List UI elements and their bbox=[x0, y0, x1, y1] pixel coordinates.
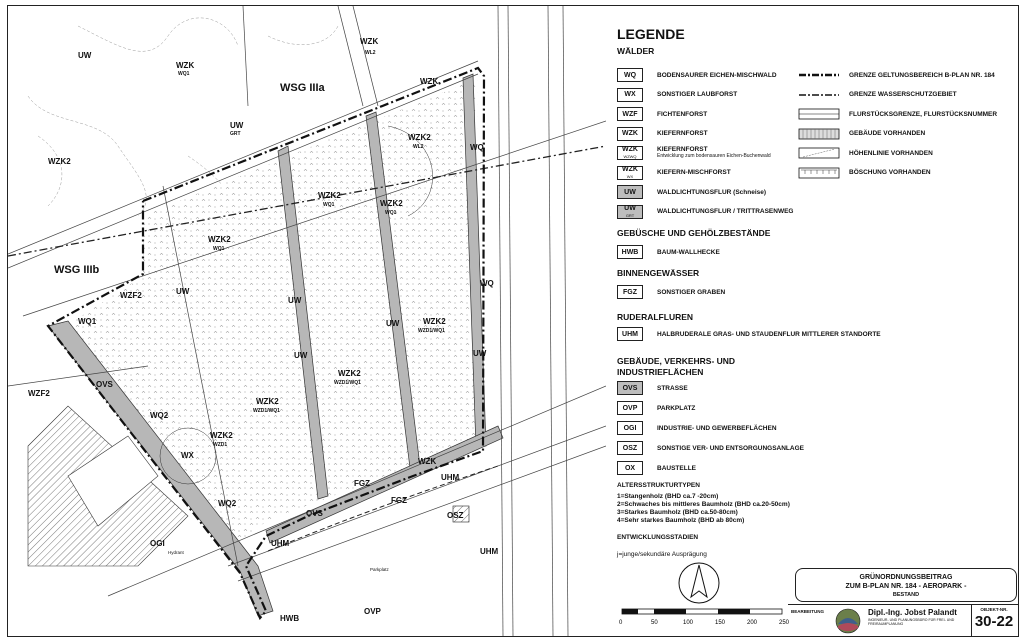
legend-label-text: KIEFERNFORST bbox=[657, 130, 708, 137]
legend-code-box bbox=[617, 146, 643, 160]
scale-tick-label: 50 bbox=[651, 620, 658, 626]
legend-code: UW bbox=[624, 204, 636, 212]
bearbeitung-label: BEARBEITUNG bbox=[791, 609, 825, 614]
legend-row-wzk bbox=[617, 145, 771, 161]
legend-code-box bbox=[617, 441, 643, 455]
legend-row-wzk bbox=[617, 126, 708, 142]
label-wq1: WQ1 bbox=[78, 317, 97, 326]
label-wzk2-center-sub: WQ1 bbox=[323, 202, 335, 208]
age-line: 1=Stangenholz (BHD ca.7 -20cm) bbox=[617, 493, 719, 500]
legend-row-uw bbox=[617, 184, 766, 200]
label-wzk-wl2-sub: WL2 bbox=[365, 50, 376, 56]
legend-code: UHM bbox=[622, 330, 638, 338]
legend-code-sub: WZWQ bbox=[623, 154, 637, 159]
legend-label-text: SONSTIGER LAUBFORST bbox=[657, 91, 738, 98]
legend-code: WZK bbox=[622, 130, 638, 137]
building-icon bbox=[797, 128, 841, 140]
legend-code-box bbox=[617, 401, 643, 415]
legend-code: WX bbox=[624, 91, 636, 98]
company-name: Dipl.-Ing. Jobst Palandt bbox=[868, 608, 957, 617]
objekt-box bbox=[971, 605, 1016, 637]
legend-label bbox=[657, 465, 696, 472]
label-osz: OSZ bbox=[447, 511, 464, 520]
legend-label bbox=[657, 405, 695, 412]
legend-code-box bbox=[617, 107, 643, 121]
legend-row-uhm bbox=[617, 326, 881, 342]
company-sub: INGENIEUR- UND PLANUNGSBÜRO FÜR FREI- UND FREIRAUMPLANUNG bbox=[868, 618, 955, 626]
label-uw-center2: UW bbox=[294, 351, 308, 360]
legend-symbol-row bbox=[797, 67, 1017, 83]
legend-label bbox=[657, 289, 725, 296]
section-waelder: WÄLDER bbox=[617, 46, 655, 56]
legend-row-ovs bbox=[617, 380, 688, 396]
label-wzk2-b-sub: WQ1 bbox=[213, 246, 225, 252]
label-uw-center: UW bbox=[386, 319, 400, 328]
label-uw-right: UW bbox=[473, 349, 487, 358]
map-canvas bbox=[8, 6, 606, 636]
legend-label bbox=[657, 72, 777, 79]
objekt-number: 30-22 bbox=[974, 613, 1014, 630]
legend-code: WQ bbox=[623, 71, 637, 79]
legend-label-text: WALDLICHTUNGSFLUR (Schneise) bbox=[657, 188, 767, 196]
label-uhm-b: UHM bbox=[271, 539, 290, 548]
legend-code-box bbox=[617, 185, 643, 199]
legend-symbol-row bbox=[797, 145, 1017, 161]
legend-label-text: PARKPLATZ bbox=[657, 404, 696, 412]
legend-title: LEGENDE bbox=[617, 26, 685, 42]
legend-symbol-row bbox=[797, 106, 1017, 122]
legend-panel bbox=[612, 6, 1018, 636]
legend-row-ogi bbox=[617, 420, 777, 436]
legend-code: UW bbox=[624, 188, 636, 196]
dashdot-bold-icon bbox=[797, 69, 841, 81]
label-wzf2-outer: WZF2 bbox=[28, 389, 50, 398]
legend-label-text: KIEFERNFORST bbox=[657, 146, 708, 153]
label-wzk2-wzd1-sub: WZD1/WQ1 bbox=[418, 328, 445, 334]
legend-row-wx bbox=[617, 87, 737, 103]
parcel-icon bbox=[797, 108, 841, 120]
label-wzk2-a-sub: WQ1 bbox=[385, 210, 397, 216]
dev-line: j=junge/sekundäre Ausprägung bbox=[617, 551, 707, 558]
label-wzk-wl2: WZK bbox=[360, 37, 379, 46]
label-hydrant: Hydrant bbox=[168, 550, 184, 555]
legend-label-text: SONSTIGE VER- UND ENTSORGUNGSANLAGE bbox=[657, 444, 804, 452]
label-wq-right-top: WQ bbox=[470, 143, 484, 152]
legend-symbol-label bbox=[849, 72, 1009, 79]
legend-code-sub: GRT bbox=[625, 212, 635, 218]
legend-code-box bbox=[617, 285, 643, 299]
label-wzk2-wzd1-d: WZK2 bbox=[210, 431, 233, 440]
label-uw-top: UW bbox=[78, 51, 92, 60]
legend-symbol-label bbox=[849, 150, 1009, 157]
label-wq-right: WQ bbox=[480, 279, 494, 288]
legend-code-box bbox=[617, 421, 643, 435]
label-wzk2-wzd1: WZK2 bbox=[423, 317, 446, 326]
legend-symbol-label bbox=[849, 130, 1009, 137]
label-parkplatz: Parkplatz bbox=[370, 567, 389, 572]
label-wzk2-wzd1-b: WZK2 bbox=[338, 369, 361, 378]
label-wx: WX bbox=[181, 451, 194, 460]
legend-label-text: INDUSTRIE- UND GEWERBEFLÄCHEN bbox=[657, 424, 777, 432]
legend-row-uw bbox=[617, 204, 794, 220]
legend-label-text: BAUSTELLE bbox=[657, 464, 696, 472]
label-wq2-left: WQ2 bbox=[150, 411, 169, 420]
label-wzk2-wzd1-c: WZK2 bbox=[256, 397, 279, 406]
legend-symbol-row bbox=[797, 126, 1017, 142]
dev-title: ENTWICKLUNGSSTADIEN bbox=[617, 534, 699, 541]
label-wzk2-center: WZK2 bbox=[318, 191, 341, 200]
legend-code-box bbox=[617, 245, 643, 259]
dashdot-icon bbox=[797, 89, 841, 101]
legend-code: FGZ bbox=[623, 288, 637, 296]
title-line3: BESTAND bbox=[892, 592, 920, 598]
label-uw-grt: UW bbox=[230, 121, 244, 130]
label-fgz-a: FGZ bbox=[354, 479, 370, 488]
label-wzk-bottom: WZK bbox=[418, 457, 437, 466]
legend-symbol-text: GRENZE WASSERSCHUTZGEBIET bbox=[849, 91, 957, 98]
legend-label bbox=[657, 331, 881, 338]
legend-label-text: WALDLICHTUNGSFLUR / TRITTRASENWEG bbox=[657, 208, 794, 215]
label-wzk-top-sub: WQ1 bbox=[178, 71, 190, 77]
north-arrow-icon bbox=[677, 561, 721, 605]
legend-code-box bbox=[617, 327, 643, 341]
title-line2: ZUM B-PLAN NR. 184 - AEROPARK - bbox=[845, 583, 967, 590]
legend-row-wzk bbox=[617, 165, 731, 181]
legend-symbol-label bbox=[849, 91, 1009, 98]
legend-label bbox=[657, 208, 794, 215]
legend-code-sub: WX bbox=[626, 173, 634, 179]
company-logo-icon bbox=[835, 608, 861, 634]
label-wzk2-a: WZK2 bbox=[380, 199, 403, 208]
legend-code-box bbox=[617, 461, 643, 475]
legend-code: OSZ bbox=[622, 444, 638, 452]
legend-row-osz bbox=[617, 440, 804, 456]
legend-code: OX bbox=[624, 464, 636, 472]
legend-row-fgz bbox=[617, 284, 725, 300]
legend-row-hwb bbox=[617, 244, 720, 260]
legend-symbol-label bbox=[849, 169, 1009, 176]
legend-label-text: FICHTENFORST bbox=[657, 110, 708, 118]
legend-label bbox=[657, 91, 737, 98]
legend-label-text: SONSTIGER GRABEN bbox=[657, 288, 726, 296]
age-line: 2=Schwaches bis mittleres Baumholz (BHD ca.20-50cm) bbox=[617, 501, 790, 508]
legend-code-box bbox=[617, 88, 643, 102]
legend-code-box bbox=[617, 166, 643, 180]
title-line1: GRÜNORDNUNGSBEITRAG bbox=[859, 574, 953, 581]
label-wzk2-wzd1-c-sub: WZD1/WQ1 bbox=[253, 408, 280, 414]
legend-label bbox=[657, 385, 688, 392]
label-wzk-top: WZK bbox=[176, 61, 195, 70]
label-fgz-b: FGZ bbox=[391, 496, 407, 505]
legend-label-text: BODENSAURER EICHEN-MISCHWALD bbox=[657, 71, 777, 79]
label-wzk2-b: WZK2 bbox=[208, 235, 231, 244]
legend-label bbox=[657, 425, 777, 432]
objekt-label: OBJEKT-NR. bbox=[980, 607, 1008, 612]
label-uw-left: UW bbox=[176, 287, 190, 296]
section-binnen: BINNENGEWÄSSER bbox=[617, 268, 700, 278]
label-wq2-bottom: WQ2 bbox=[218, 499, 237, 508]
scale-tick-label: 100 bbox=[683, 620, 694, 626]
legend-label bbox=[657, 130, 708, 137]
legend-symbol-text: GEBÄUDE VORHANDEN bbox=[849, 130, 926, 137]
label-ovp: OVP bbox=[364, 607, 381, 616]
legend-row-ox bbox=[617, 460, 696, 476]
section-gebuesche: GEBÜSCHE UND GEHÖLZBESTÄNDE bbox=[617, 228, 771, 238]
legend-code: WZF bbox=[622, 110, 638, 118]
legend-code: OVS bbox=[622, 384, 638, 392]
label-wzk2-wzd1-d-sub: WZD1 bbox=[213, 442, 228, 448]
label-wzf2-left: WZF2 bbox=[120, 291, 142, 300]
label-uhm-c: UHM bbox=[480, 547, 499, 556]
label-ogi: OGI bbox=[150, 539, 165, 548]
contour-icon bbox=[797, 147, 841, 159]
legend-code: OVP bbox=[622, 404, 638, 412]
scale-tick-label: 0 bbox=[619, 620, 623, 626]
legend-code-box bbox=[617, 127, 643, 141]
label-wzk2-left: WZK2 bbox=[48, 157, 71, 166]
label-wzk2-wl2-sub: WL2 bbox=[413, 144, 424, 150]
label-wzk2-wzd1-b-sub: WZD1/WQ1 bbox=[334, 380, 361, 386]
scale-tick-label: 250 bbox=[779, 620, 790, 626]
legend-symbol-label bbox=[849, 111, 1009, 118]
legend-label bbox=[657, 111, 707, 118]
scale-tick-label: 200 bbox=[747, 620, 758, 626]
legend-label-text: STRASSE bbox=[657, 384, 688, 392]
label-uhm-a: UHM bbox=[441, 473, 460, 482]
legend-label bbox=[657, 146, 771, 160]
legend-code-box bbox=[617, 381, 643, 395]
legend-label-text: KIEFERN-MISCHFORST bbox=[657, 169, 731, 176]
label-wzk-top-right: WZK bbox=[420, 77, 439, 86]
title-box bbox=[795, 568, 1017, 602]
scale-tick-label: 150 bbox=[715, 620, 726, 626]
label-hwb: HWB bbox=[280, 614, 300, 623]
label-ovs-left: OVS bbox=[96, 380, 113, 389]
legend-label bbox=[657, 249, 720, 256]
legend-label bbox=[657, 445, 804, 452]
legend-symbol-text: HÖHENLINIE VORHANDEN bbox=[849, 149, 933, 157]
legend-row-wzf bbox=[617, 106, 707, 122]
legend-code-box bbox=[617, 205, 643, 219]
legend-code: WZK bbox=[622, 146, 638, 153]
age-line: 3=Starkes Baumholz (BHD ca.50-80cm) bbox=[617, 509, 738, 516]
legend-label bbox=[657, 169, 731, 176]
label-wsg-3a: WSG IIIa bbox=[280, 82, 325, 94]
legend-symbol-text: GRENZE GELTUNGSBEREICH B-PLAN NR. 184 bbox=[849, 71, 995, 79]
legend-label-text: BAUM-WALLHECKE bbox=[657, 248, 720, 256]
age-line: 4=Sehr starkes Baumholz (BHD ab 80cm) bbox=[617, 517, 745, 524]
label-ovs-bottom: OVS bbox=[306, 509, 323, 518]
label-uw-grt-sub: GRT bbox=[230, 131, 241, 137]
legend-code: WZK bbox=[622, 165, 638, 173]
legend-code: HWB bbox=[621, 248, 639, 256]
legend-symbol-row bbox=[797, 87, 1017, 103]
legend-symbol-text: FLURSTÜCKSGRENZE, FLURSTÜCKSNUMMER bbox=[849, 110, 998, 118]
legend-symbol-text: BÖSCHUNG VORHANDEN bbox=[849, 169, 931, 176]
legend-label-note: Entwicklung zum bodensauren Eichen-Buchenwald bbox=[657, 153, 771, 159]
title-footer bbox=[788, 604, 1018, 637]
legend-symbol-row bbox=[797, 165, 1017, 181]
legend-label bbox=[657, 189, 766, 196]
label-wzk2-wl2: WZK2 bbox=[408, 133, 431, 142]
legend-code: OGI bbox=[623, 424, 637, 432]
label-uw-mid: UW bbox=[288, 296, 302, 305]
scale-bar bbox=[615, 606, 795, 634]
label-wsg-3b: WSG IIIb bbox=[54, 264, 100, 276]
age-title: ALTERSSTRUKTURTYPEN bbox=[617, 482, 700, 489]
section-ruderal: RUDERALFLUREN bbox=[617, 312, 694, 322]
legend-label-text: HALBRUDERALE GRAS- UND STAUDENFLUR MITTLERER STANDORTE bbox=[657, 330, 881, 338]
section-gebaeude: GEBÄUDE, VERKEHRS- UND INDUSTRIEFLÄCHEN bbox=[617, 356, 736, 377]
legend-code-box bbox=[617, 68, 643, 82]
legend-row-wq bbox=[617, 67, 777, 83]
slope-icon bbox=[797, 167, 841, 179]
legend-row-ovp bbox=[617, 400, 695, 416]
